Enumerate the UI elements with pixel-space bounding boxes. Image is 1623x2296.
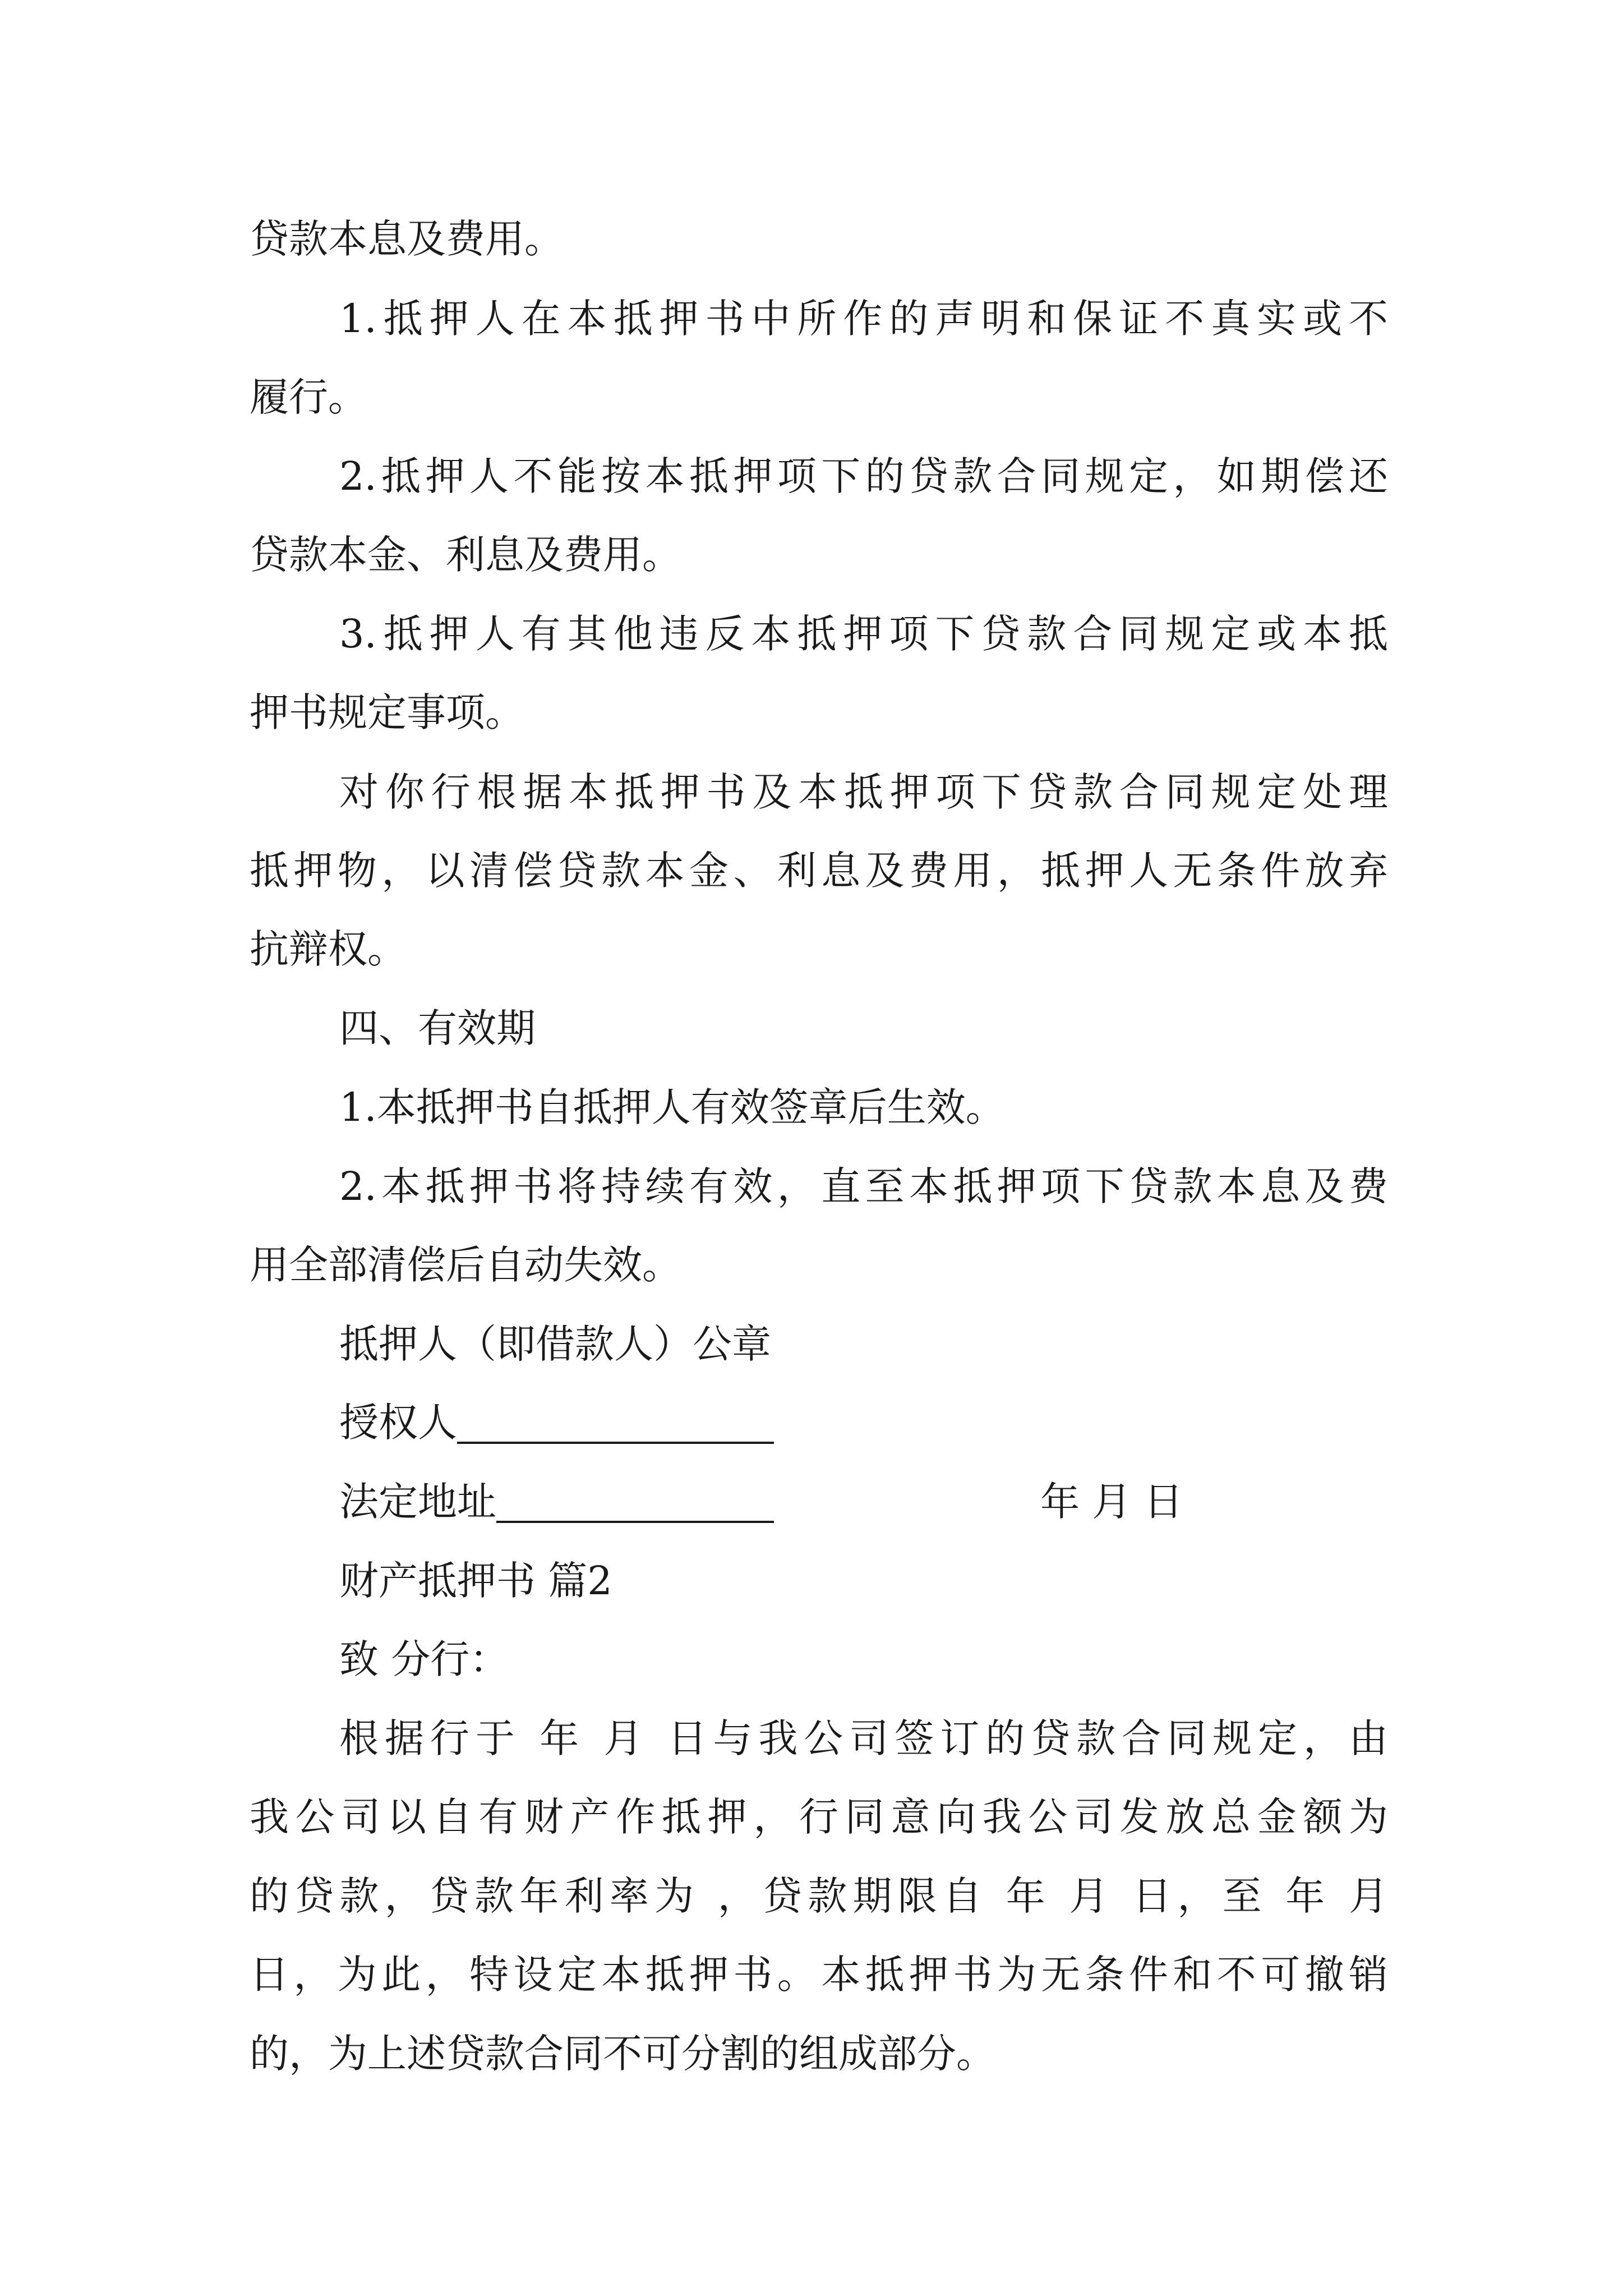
date-line: 年 月 日 <box>1040 1479 1183 1525</box>
paragraph-line: 2.抵押人不能按本抵押项下的贷款合同规定，如期偿还 <box>339 453 1388 499</box>
paragraph-line: 履行。 <box>250 374 367 420</box>
paragraph-line: 贷款本金、利息及费用。 <box>250 532 681 578</box>
legal-address-label: 法定地址 <box>339 1479 496 1525</box>
paragraph-line: 1.本抵押书自抵押人有效签章后生效。 <box>339 1084 1005 1130</box>
paragraph-line: 贷款本息及费用。 <box>250 216 564 262</box>
paragraph-line: 抗辩权。 <box>250 926 407 972</box>
paragraph-line: 对你行根据本抵押书及本抵押项下贷款合同规定处理 <box>339 769 1388 815</box>
section-heading: 四、有效期 <box>339 1005 536 1051</box>
authorized-person-label: 授权人 <box>339 1400 457 1446</box>
paragraph-line: 的，为上述贷款合同不可分割的组成部分。 <box>250 2031 995 2077</box>
paragraph-line: 2.本抵押书将持续有效，直至本抵押项下贷款本息及费 <box>339 1163 1388 1209</box>
seal-label: 抵押人（即借款人）公章 <box>339 1321 771 1367</box>
paragraph-line: 的贷款，贷款年利率为 ，贷款期限自 年 月 日，至 年 月 <box>250 1873 1388 1919</box>
paragraph-line: 押书规定事项。 <box>250 689 524 735</box>
paragraph-line: 1.抵押人在本抵押书中所作的声明和保证不真实或不 <box>339 296 1388 342</box>
legal-address-blank <box>496 1521 774 1523</box>
addressee-line: 致 分行： <box>339 1636 509 1682</box>
paragraph-line: 用全部清偿后自动失效。 <box>250 1242 681 1288</box>
paragraph-line: 抵押物，以清偿贷款本金、利息及费用，抵押人无条件放弃 <box>250 848 1388 894</box>
paragraph-line: 日，为此，特设定本抵押书。本抵押书为无条件和不可撤销 <box>250 1952 1388 1998</box>
section-title: 财产抵押书 篇2 <box>339 1558 612 1604</box>
paragraph-line: 我公司以自有财产作抵押，行同意向我公司发放总金额为 <box>250 1794 1388 1840</box>
paragraph-line: 3.抵押人有其他违反本抵押项下贷款合同规定或本抵 <box>339 611 1388 657</box>
authorized-person-blank <box>457 1442 774 1444</box>
paragraph-line: 根据行于 年 月 日与我公司签订的贷款合同规定，由 <box>339 1715 1388 1761</box>
